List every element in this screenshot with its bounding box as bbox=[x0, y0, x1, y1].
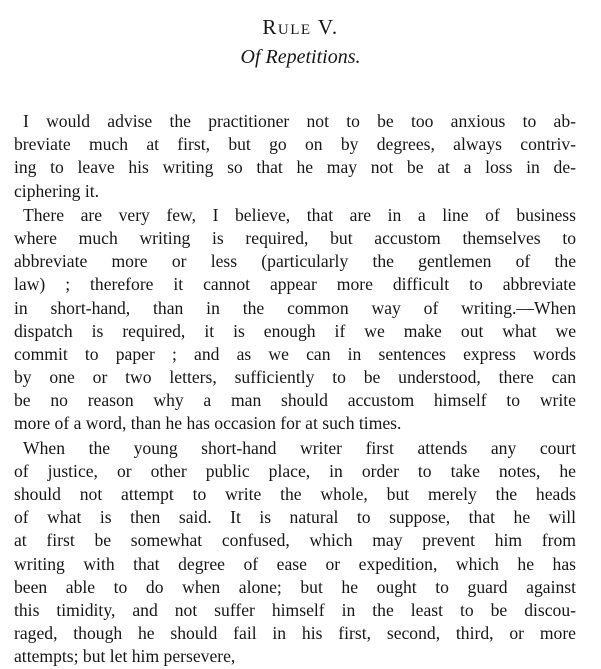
paragraph-3 bbox=[14, 437, 576, 669]
text-line: When the young short-hand writer first attends any court bbox=[23, 437, 576, 458]
text-line: where much writing is required, but accustom themselves to bbox=[14, 227, 576, 248]
text-line: be no reason why a man should accustom himself to write bbox=[14, 390, 576, 411]
text-line: should not attempt to write the whole, but merely the heads bbox=[14, 484, 576, 504]
rule-subtitle: Of Repetitions. bbox=[240, 46, 361, 68]
text-line: writing with that degree of ease or expedition, which he has bbox=[14, 553, 576, 574]
text-line: law) ; therefore it cannot appear more difficult to abbreviate bbox=[14, 274, 576, 295]
text-line: There are very few, I believe, that are in a line of business bbox=[23, 204, 576, 225]
text-line: of what is then said. It is natural to suppose, that he will bbox=[14, 507, 576, 528]
text-line: attempts; but let him persevere, bbox=[14, 646, 236, 667]
text-line: ciphering it. bbox=[14, 180, 100, 201]
text-line: commit to paper ; and as we can in sentences express words bbox=[14, 343, 576, 364]
text-line: in short-hand, than in the common way of writing.—When bbox=[14, 297, 576, 318]
text-line: dispatch is required, it is enough if we make out what we bbox=[14, 320, 576, 341]
text-line: ing to leave his writing so that he may not be at a loss in de- bbox=[14, 157, 576, 178]
text-line: raged, though he should fail in his first, second, third, or more bbox=[14, 623, 576, 644]
text-line: of justice, or other public place, in order to take notes, he bbox=[14, 460, 576, 481]
text-line: I would advise the practitioner not to be too anxious to ab- bbox=[23, 111, 576, 131]
text-line: at first be somewhat confused, which may prevent him from bbox=[14, 530, 576, 551]
text-line: been able to do when alone; but he ought to guard against bbox=[14, 576, 576, 597]
rule-title: Rule V. bbox=[262, 15, 339, 39]
text-line: this timidity, and not suffer himself in the least to be discou- bbox=[14, 599, 576, 620]
text-line: by one or two letters, sufficiently to be understood, there can bbox=[14, 367, 576, 388]
text-line: abbreviate more or less (particularly the gentlemen of the bbox=[14, 251, 576, 272]
text-line: breviate much at first, but go on by degrees, always contriv- bbox=[14, 134, 576, 155]
body-text bbox=[14, 110, 576, 669]
text-line: more of a word, than he has occasion for at such times. bbox=[14, 413, 402, 434]
paragraph-2 bbox=[14, 204, 576, 436]
paragraph-1 bbox=[14, 110, 576, 203]
